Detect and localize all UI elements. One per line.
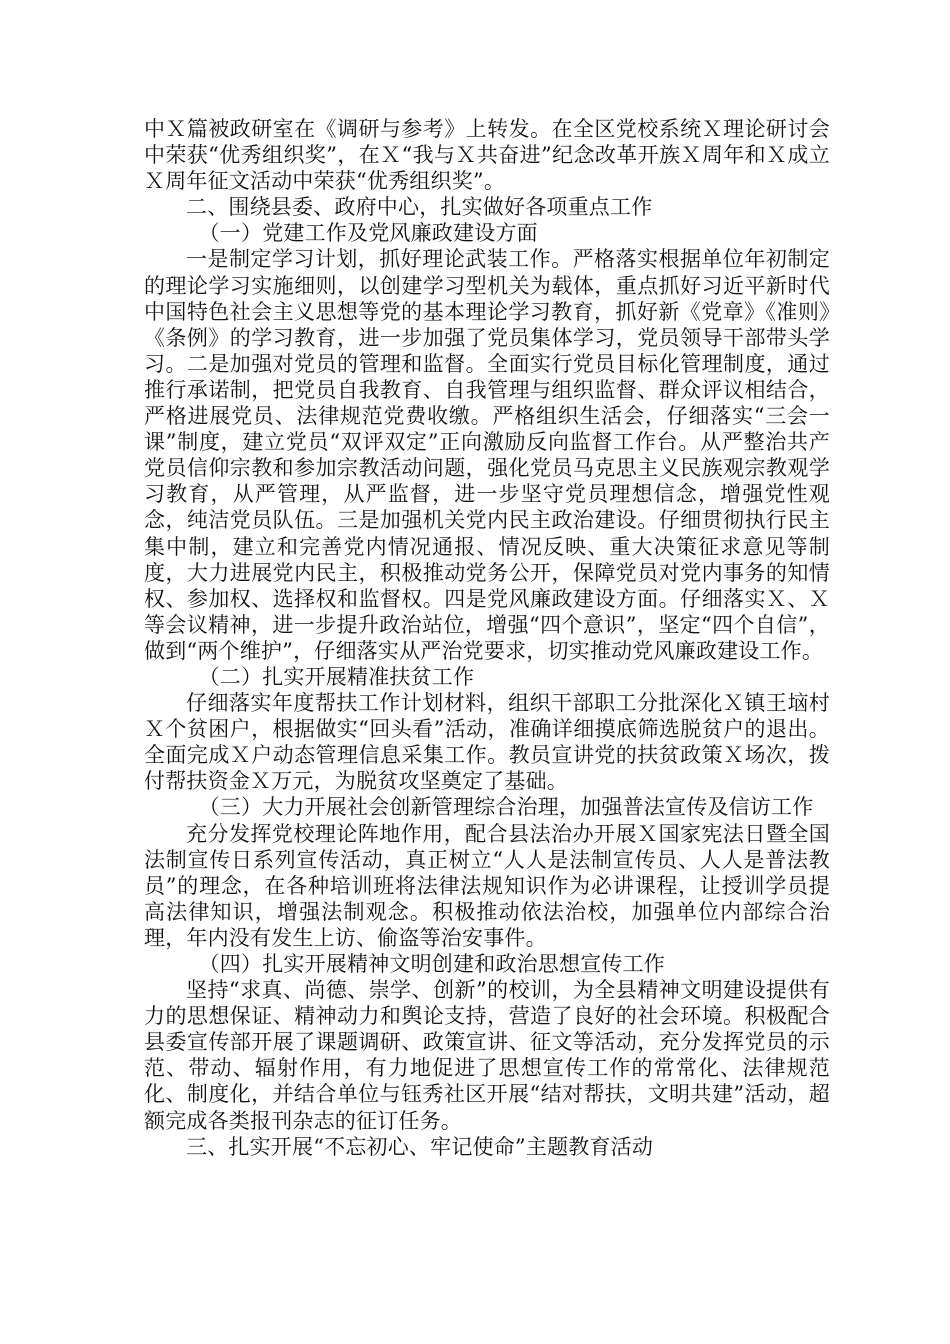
paragraph-awards-continuation: 中Ｘ篇被政研室在《调研与参考》上转发。在全区党校系统Ｘ理论研讨会中荣获“优秀组织奖”，在Ｘ“我与Ｘ共奋进”纪念改革开族Ｘ周年和Ｘ成立Ｘ周年征文活动中荣获“优秀组织奖”。 <box>144 117 830 194</box>
paragraph-spiritual-civilization: 坚持“求真、尚德、崇学、创新”的校训，为全县精神文明建设提供有力的思想保证、精神动力和舆论支持，营造了良好的社会环境。积极配合县委宣传部开展了课题调研、政策宣讲、征文等活动，充分发挥党员的示范、带动、辐射作用，有力地促进了思想宣传工作的常常化、法律规范化、制度化，并结合单位与钰秀社区开展“结对帮扶，文明共建”活动，超额完成各类报刊杂志的征订任务。 <box>144 978 830 1133</box>
paragraph-poverty-alleviation: 仔细落实年度帮扶工作计划材料，组织干部职工分批深化Ｘ镇王垴村Ｘ个贫困户，根据做实“回头看”活动，准确详细摸底筛选脱贫户的退出。全面完成Ｘ户动态管理信息采集工作。教员宣讲党的扶贫政策Ｘ场次，拨付帮扶资金Ｘ万元，为脱贫攻坚奠定了基础。 <box>144 691 830 794</box>
subheading-spiritual-civilization: （四）扎实开展精神文明创建和政治思想宣传工作 <box>198 952 665 976</box>
subheading-social-governance: （三）大力开展社会创新管理综合治理，加强普法宣传及信访工作 <box>198 795 814 820</box>
paragraph-social-governance: 充分发挥党校理论阵地作用，配合县法治办开展Ｘ国家宪法日暨全国法制宣传日系列宣传活动，真正树立“人人是法制宣传员、人人是普法教员”的理念，在各种培训班将法律法规知识作为必讲课程，让授训学员提高法律知识，增强法制观念。积极推动依法治校，加强单位内部综合治理，年内没有发生上访、偷盗等治安事件。 <box>144 821 830 950</box>
paragraph-party-building: 一是制定学习计划，抓好理论武装工作。严格落实根据单位年初制定的理论学习实施细则，以创建学习型机关为载体，重点抓好习近平新时代中国特色社会主义思想等党的基本理论学习教育，抓好新《党章》《准则》《条例》的学习教育，进一步加强了党员集体学习，党员领导干部带头学习。二是加强对党员的管理和监督。全面实行党员目标化管理制度，通过推行承诺制，把党员自我教育、自我管理与组织监督、群众评议相结合，严格进展党员、法律规范党费收缴。严格组织生活会，仔细落实“三会一课”制度，建立党员“双评双定”正向激励反向监督工作台。从严整治共产党员信仰宗教和参加宗教活动问题，强化党员马克思主义民族观宗教观学习教育，从严管理，从严监督，进一步坚守党员理想信念，增强党性观念，纯洁党员队伍。三是加强机关党内民主政治建设。仔细贯彻执行民主集中制，建立和完善党内情况通报、情况反映、重大决策征求意见等制度，大力进展党内民主，积极推动党务公开，保障党员对党内事务的知情权、参加权、选择权和监督权。四是党风廉政建设方面。仔细落实Ｘ、Ｘ等会议精神，进一步提升政治站位，增强“四个意识”，坚定“四个自信”，做到“两个维护”，仔细落实从严治党要求，切实推动党风廉政建设工作。 <box>144 247 830 663</box>
subheading-poverty-alleviation: （二）扎实开展精准扶贫工作 <box>198 664 475 689</box>
section-heading-3: 三、扎实开展“不忘初心、牢记使命”主题教育活动 <box>186 1134 654 1159</box>
subheading-party-building: （一）党建工作及党风廉政建设方面 <box>198 221 538 246</box>
section-heading-2: 二、围绕县委、政府中心，扎实做好各项重点工作 <box>186 195 653 220</box>
